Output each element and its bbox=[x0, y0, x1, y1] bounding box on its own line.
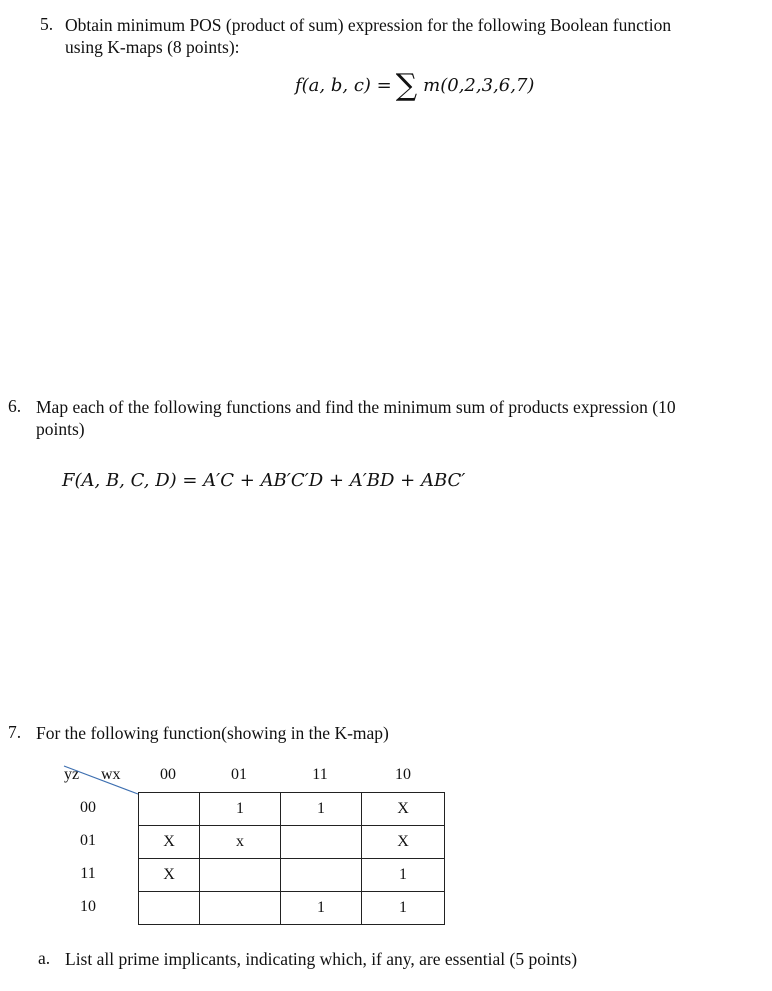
kmap-row bbox=[139, 859, 445, 892]
q7-part-a-label: a. bbox=[38, 948, 51, 968]
kmap-grid bbox=[138, 792, 445, 925]
kmap-col-var-label: wx bbox=[101, 766, 121, 783]
kmap-cell: X bbox=[139, 859, 200, 892]
q5-formula bbox=[295, 64, 535, 103]
kmap-row-var-label: yz bbox=[64, 766, 80, 783]
q5-formula-lhs: f(a, b, c) = bbox=[295, 75, 392, 96]
q5-number: 5. bbox=[40, 14, 54, 34]
kmap-row bbox=[139, 892, 445, 925]
kmap-col-header: 11 bbox=[312, 766, 328, 783]
kmap-cell: X bbox=[139, 826, 200, 859]
kmap-cell: 1 bbox=[281, 892, 362, 925]
kmap-row bbox=[139, 826, 445, 859]
kmap-cell: 1 bbox=[362, 859, 445, 892]
kmap-cell: 1 bbox=[200, 793, 281, 826]
kmap-row-header: 11 bbox=[80, 865, 96, 882]
kmap-row-header: 01 bbox=[80, 832, 96, 849]
q5-text-line2: using K-maps (8 points): bbox=[65, 37, 240, 57]
kmap-cell: x bbox=[200, 826, 281, 859]
kmap-cell bbox=[281, 826, 362, 859]
kmap-cell: X bbox=[362, 826, 445, 859]
kmap-cell: 1 bbox=[362, 892, 445, 925]
kmap-row-header: 10 bbox=[80, 898, 96, 915]
q7-number: 7. bbox=[8, 722, 22, 742]
kmap-cell bbox=[200, 892, 281, 925]
q6-text-line2: points) bbox=[36, 419, 85, 439]
kmap-col-header: 10 bbox=[395, 766, 411, 783]
q5-text-line1: Obtain minimum POS (product of sum) expression for the following Boolean function bbox=[65, 15, 672, 35]
kmap-cell bbox=[281, 859, 362, 892]
q6-formula: F(A, B, C, D) = A′C + AB′C′D + A′BD + ABC′ bbox=[62, 470, 466, 491]
sigma-icon: ∑ bbox=[395, 68, 418, 103]
kmap-row-header: 00 bbox=[80, 799, 96, 816]
kmap-cell: 1 bbox=[281, 793, 362, 826]
kmap-cell bbox=[139, 793, 200, 826]
kmap-cell bbox=[139, 892, 200, 925]
kmap-col-header: 01 bbox=[231, 766, 247, 783]
kmap-cell bbox=[200, 859, 281, 892]
kmap-corner-diagonal bbox=[60, 764, 142, 796]
q6-number: 6. bbox=[8, 396, 22, 416]
kmap-cell: X bbox=[362, 793, 445, 826]
q6-text-line1: Map each of the following functions and find the minimum sum of products expression (10 bbox=[36, 397, 676, 417]
q7-text: For the following function(showing in the K-map) bbox=[36, 723, 389, 743]
q7-part-a-text: List all prime implicants, indicating which, if any, are essential (5 points) bbox=[65, 949, 578, 969]
kmap-row bbox=[139, 793, 445, 826]
kmap-col-header: 00 bbox=[160, 766, 176, 783]
q5-formula-rhs: m(0,2,3,6,7) bbox=[423, 75, 535, 96]
